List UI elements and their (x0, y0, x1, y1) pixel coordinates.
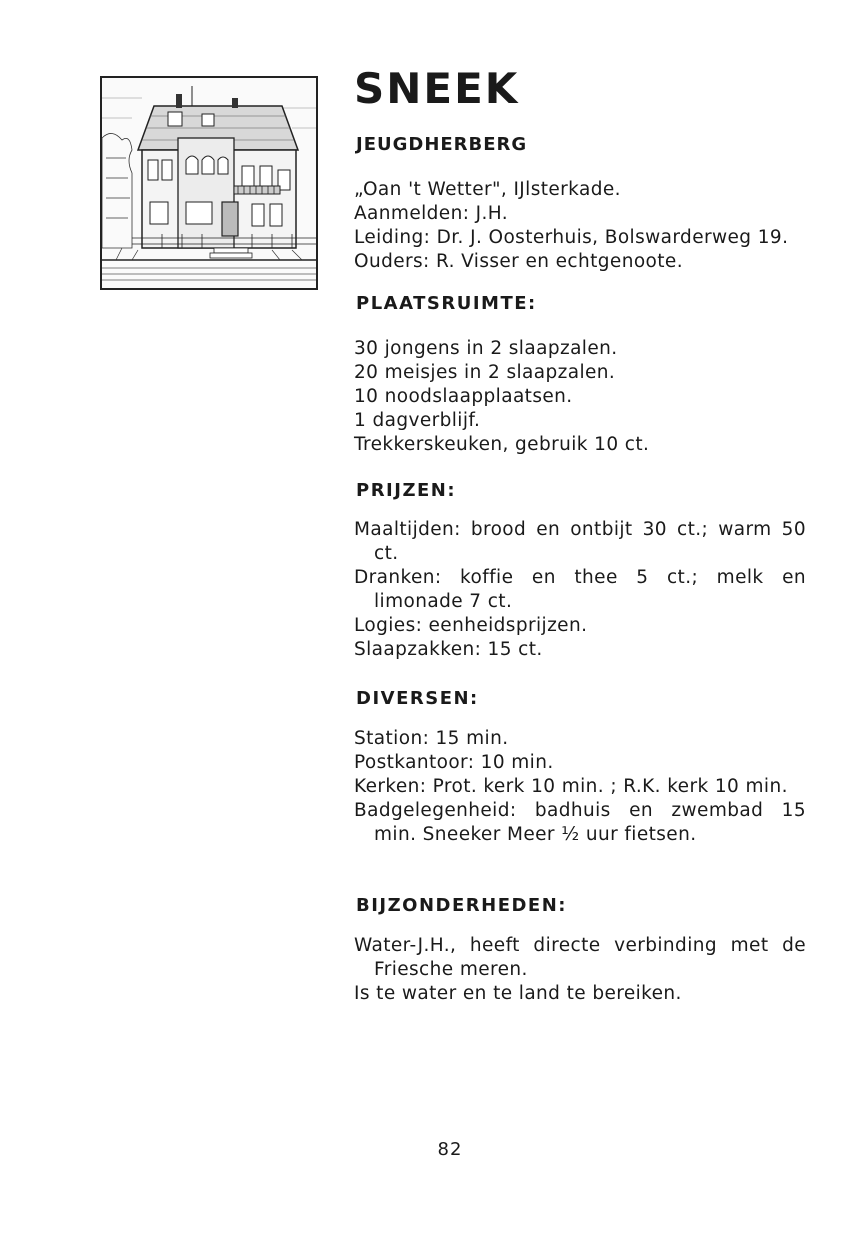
address-line: „Oan 't Wetter", IJlsterkade. (354, 179, 621, 200)
list-item: Dranken: koffie en thee 5 ct.; melk en limonade 7 ct. (354, 567, 806, 612)
list-item: Kerken: Prot. kerk 10 min. ; R.K. kerk 10 min. (354, 776, 788, 797)
prices-list (354, 518, 806, 662)
list-item: Slaapzakken: 15 ct. (354, 639, 543, 660)
list-item: Is te water en te land te bereiken. (354, 983, 682, 1004)
page-number: 82 (437, 1139, 463, 1160)
address-block (354, 178, 806, 274)
capacity-heading: PLAATSRUIMTE: (356, 293, 537, 314)
capacity-list (354, 337, 806, 457)
list-item: 10 noodslaapplaatsen. (354, 386, 573, 407)
list-item: Maaltijden: brood en ontbijt 30 ct.; warm 50 ct. (354, 519, 806, 564)
management-line: Leiding: Dr. J. Oosterhuis, Bolswarderweg 19. (354, 227, 789, 248)
page-subtitle: JEUGDHERBERG (356, 134, 528, 155)
prices-heading: PRIJZEN: (356, 480, 457, 501)
details-heading: BIJZONDERHEDEN: (356, 895, 567, 916)
wardens-line: Ouders: R. Visser en echtgenoote. (354, 251, 683, 272)
list-item: Postkantoor: 10 min. (354, 752, 554, 773)
building-drawing (102, 78, 316, 288)
list-item: 30 jongens in 2 slaapzalen. (354, 338, 618, 359)
list-item: Trekkerskeuken, gebruik 10 ct. (354, 434, 650, 455)
misc-heading: DIVERSEN: (356, 688, 479, 709)
misc-list (354, 727, 806, 847)
hostel-building-illustration (100, 76, 318, 290)
list-item: 1 dagverblijf. (354, 410, 481, 431)
list-item: Station: 15 min. (354, 728, 509, 749)
page-title: SNEEK (354, 64, 520, 113)
list-item: 20 meisjes in 2 slaapzalen. (354, 362, 616, 383)
registration-line: Aanmelden: J.H. (354, 203, 509, 224)
details-list (354, 934, 806, 1006)
list-item: Water-J.H., heeft directe verbinding met de Friesche meren. (354, 935, 806, 980)
list-item: Badgelegenheid: badhuis en zwembad 15 min. Sneeker Meer ½ uur fietsen. (354, 800, 806, 845)
list-item: Logies: eenheidsprijzen. (354, 615, 588, 636)
